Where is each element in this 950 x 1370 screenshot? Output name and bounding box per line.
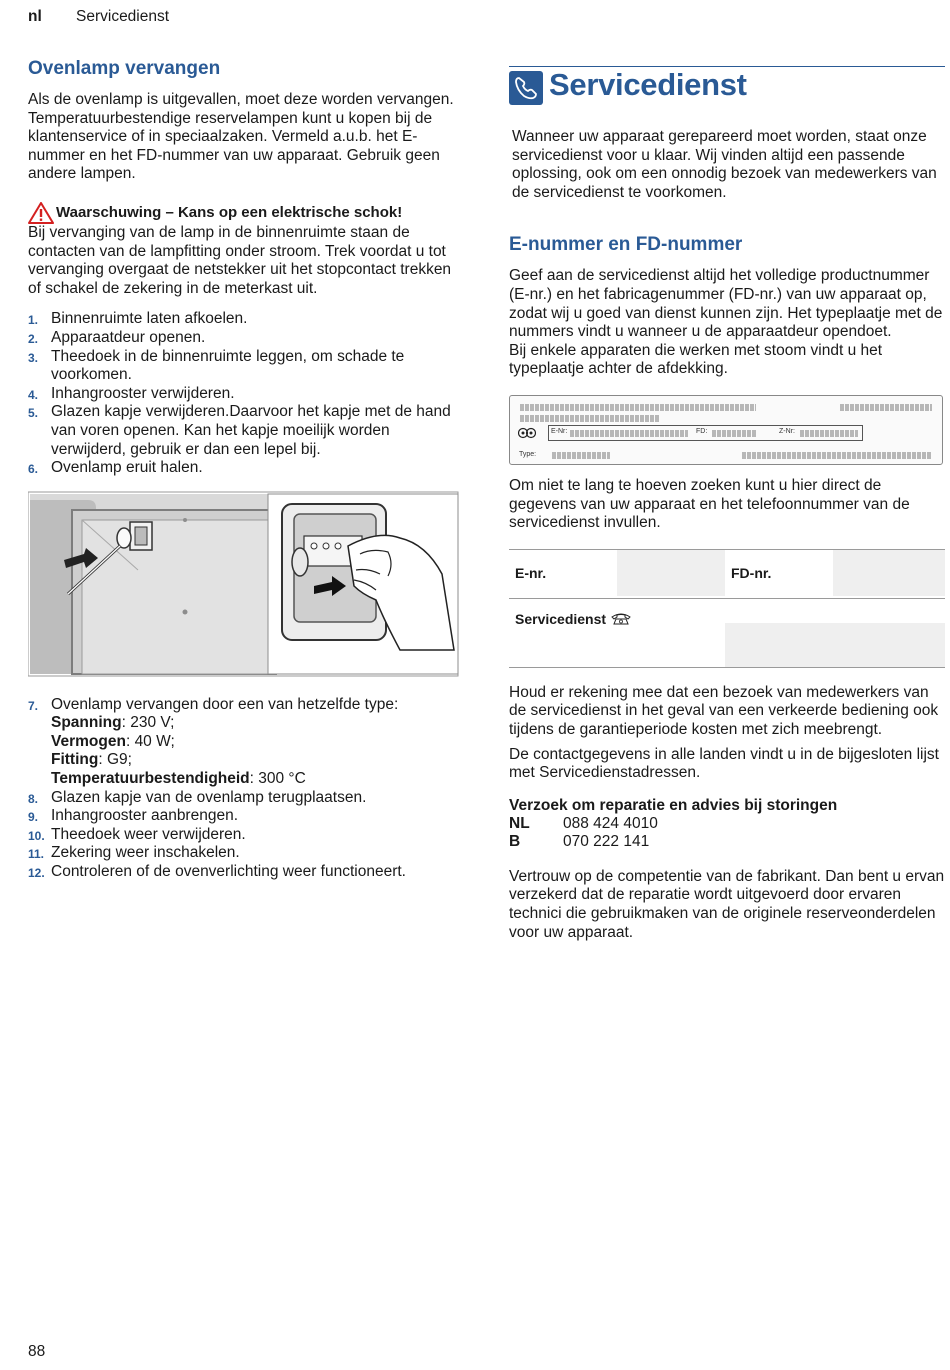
certification-icon (518, 426, 536, 440)
telephone-icon (610, 611, 632, 625)
form-row-service (509, 598, 945, 668)
phone-icon (509, 71, 543, 105)
servicedienst-heading (509, 66, 945, 114)
trust-paragraph: Vertrouw op de competentie van de fabrikant. Dan bent u ervan verzekerd dat de reparatie wordt uitgevoerd door ervaren technici die gebruikmaken van de originele reserveonderdelen voor uw apparaat. (509, 867, 945, 941)
right-column (509, 58, 945, 942)
warning-triangle-icon (28, 202, 54, 224)
subsection-title-enummer: E-nummer en FD-nummer (509, 234, 743, 256)
section-title-ovenlamp: Ovenlamp vervangen (28, 58, 221, 79)
fdnr-field[interactable] (833, 550, 945, 596)
enr-field[interactable] (617, 550, 725, 596)
fdnr-label: FD-nr. (731, 564, 772, 581)
page-number: 88 (28, 1343, 46, 1360)
left-column (28, 58, 460, 882)
list-item: 3. Theedoek in de binnenruimte leggen, om schade te voorkomen. (28, 347, 405, 384)
service-form (509, 549, 945, 666)
type-plate-illustration (509, 395, 943, 465)
contact-row-nl: NL 088 424 4010 (509, 814, 658, 832)
steam-paragraph: Bij enkele apparaten die werken met stoom vindt u het typeplaatje achter de afdekking. (509, 341, 883, 378)
plate-type-label: Type: (519, 450, 537, 458)
warning-text: Bij vervanging van de lamp in de binnenruimte staan de contacten van de lampfitting onder stroom. Trek voordat u tot vervanging overgaat de netstekker uit het stopcontact trekken of schakel de zekering in de meterkast uit. (28, 223, 452, 297)
visit-cost-paragraph: Houd er rekening mee dat een bezoek van medewerkers van de servicedienst in het geval van een verkeerde bediening ook tijdens de garantieperiode kosten met zich meebrengt. (509, 683, 939, 738)
contact-row-b: B 070 222 141 (509, 833, 650, 851)
section-title-servicedienst: Servicedienst (549, 67, 747, 102)
service-phone-field[interactable] (725, 623, 945, 667)
steps-list-a (28, 310, 460, 477)
list-item: 1. Binnenruimte laten afkoelen. (28, 310, 248, 328)
list-item: 4. Inhangrooster verwijderen. (28, 384, 235, 402)
warning-title: Waarschuwing – Kans op een elektrische schok! (56, 204, 403, 222)
language-code: nl (28, 8, 42, 25)
list-item: 12. Controleren of de ovenverlichting weer functioneert. (28, 863, 406, 881)
list-item: 7. Ovenlamp vervangen door een van hetzelfde type: Spanning: 230 V; Vermogen: 40 W; Fitting: G9; Temperatuurbestendigheid: 300 °C (28, 695, 399, 788)
list-item: 2. Apparaatdeur openen. (28, 328, 206, 346)
form-row-numbers (509, 549, 945, 596)
enummer-paragraph: Geef aan de servicedienst altijd het volledige productnummer (E-nr.) en het fabricagenummer (FD-nr.) van uw apparaat op, zodat wij u goed van dienst kunnen zijn. Het typeplaatje met de nummers vindt u wanneer u de apparaatdeur opendoet. (509, 267, 943, 341)
contact-list-paragraph: De contactgegevens in alle landen vindt u in de bijgesloten lijst met Servicedienstadressen. (509, 745, 939, 782)
contact-heading: Verzoek om reparatie en advies bij storingen (509, 796, 838, 814)
list-item: 9. Inhangrooster aanbrengen. (28, 807, 239, 825)
steps-list-b (28, 696, 460, 882)
warning-heading (28, 202, 460, 224)
service-intro: Wanneer uw apparaat gerepareerd moet worden, staat onze servicedienst voor u klaar. Wij vinden altijd een passende oplossing, ook om een onnodig bezoek van medewerkers van de servicedienst te voorkomen. (512, 128, 937, 201)
list-item: 8. Glazen kapje van de ovenlamp terugplaatsen. (28, 788, 367, 806)
header-section: Servicedienst (76, 8, 170, 25)
plate-fd-label: FD: (696, 427, 708, 435)
oven-lamp-drawing (28, 490, 460, 678)
service-label: Servicedienst (509, 599, 725, 667)
fill-in-paragraph: Om niet te lang te hoeven zoeken kunt u hier direct de gegevens van uw apparaat en het telefoonnummer van de servicedienst invullen. (509, 476, 910, 532)
phone-number: 070 222 141 (563, 833, 650, 851)
phone-number: 088 424 4010 (563, 814, 658, 832)
intro-paragraph: Als de ovenlamp is uitgevallen, moet deze worden vervangen. Temperatuurbestendige reservelampen kunt u kopen bij de klantenservice of in speciaalzaken. Vermeld a.u.b. het E-nummer en het FD-nummer van uw apparaat. Gebruik geen andere lampen. (28, 91, 454, 183)
enr-label: E-nr. (515, 564, 547, 581)
list-item: 6. Ovenlamp eruit halen. (28, 459, 203, 477)
list-item: 11. Zekering weer inschakelen. (28, 844, 240, 862)
lamp-replacement-illustration (28, 490, 460, 678)
list-item: 10. Theedoek weer verwijderen. (28, 825, 246, 843)
plate-enr-label: E-Nr: (551, 427, 568, 435)
page-header (28, 8, 170, 26)
plate-znr-label: Z-Nr: (779, 427, 795, 435)
list-item: 5. Glazen kapje verwijderen.Daarvoor het kapje met de hand van voren openen. Kan het kapje moeilijk worden verwijderd, gebruik er dan een lepel bij. (28, 403, 451, 458)
